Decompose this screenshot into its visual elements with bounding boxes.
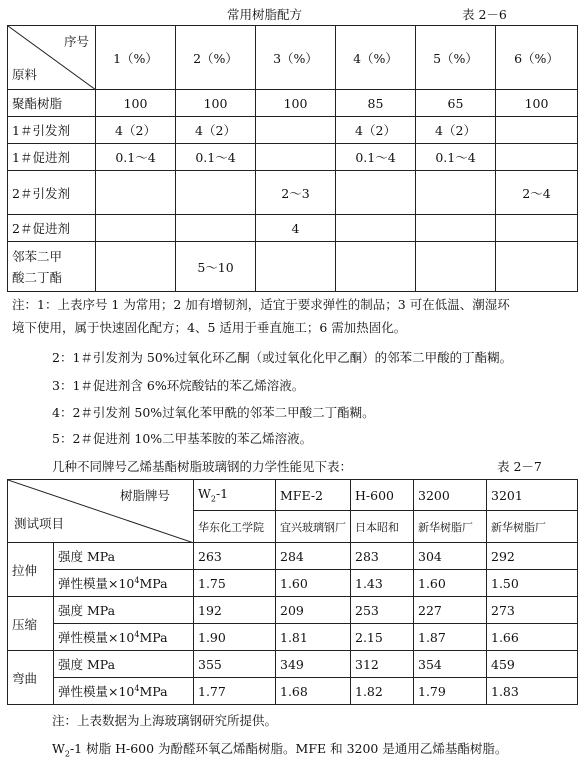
- table-row: [8, 597, 578, 624]
- cell: 4（2）: [416, 117, 496, 144]
- property-label: 强度 MPa: [54, 651, 194, 678]
- table-row: [8, 543, 578, 570]
- row-label: 1＃促进剂: [8, 144, 96, 171]
- cell: [96, 171, 176, 215]
- note-3: 3：1＃促进剂含 6%环烷酸钴的苯乙烯溶液。: [52, 378, 305, 393]
- col-header: 2（%）: [176, 26, 256, 90]
- table-row: [8, 171, 578, 215]
- cell: 2～4: [496, 171, 578, 215]
- table-row: [8, 117, 578, 144]
- brand-name: $W_2-1$: [194, 480, 276, 511]
- table-row: [8, 678, 578, 705]
- table-row: [8, 242, 578, 292]
- cell: 1.68: [276, 678, 351, 705]
- brand-name: H-600: [351, 480, 414, 511]
- cell: 355: [194, 651, 276, 678]
- property-label: 弹性模量$\times 10^4MPa$: [54, 570, 194, 597]
- brand-name: MFE-2: [276, 480, 351, 511]
- cell: 100: [96, 90, 176, 117]
- row-label: 2＃引发剂: [8, 171, 96, 215]
- brand-maker: 宜兴玻璃钢厂: [276, 511, 351, 543]
- property-label: 弹性模量$\times 10^4MPa$: [54, 678, 194, 705]
- cell: 284: [276, 543, 351, 570]
- row-label: 1＃引发剂: [8, 117, 96, 144]
- header-bottom-label: 原料: [12, 67, 38, 82]
- cell: 1.60: [276, 570, 351, 597]
- cell: 100: [496, 90, 578, 117]
- cell: [96, 242, 176, 292]
- property-label: 强度 MPa: [54, 597, 194, 624]
- row-label: 2＃促进剂: [8, 215, 96, 242]
- cell: 1.90: [194, 624, 276, 651]
- cell: 227: [414, 597, 487, 624]
- row-label-line: 邻苯二甲: [12, 248, 63, 264]
- note-1b: 境下使用，属于快速固化配方；4、5 适用于垂直施工；6 需加热固化。: [12, 320, 407, 335]
- cell: 0.1～4: [96, 144, 176, 171]
- note-2: 2：1＃引发剂为 50%过氧化环乙酮（或过氧化化甲乙酮）的邻苯二甲酸的丁酯糊。: [52, 350, 513, 365]
- mechanical-properties-table: [7, 479, 578, 705]
- row-label: [8, 242, 96, 292]
- cell: 1.82: [351, 678, 414, 705]
- cell: 4（2）: [176, 117, 256, 144]
- cell: 1.81: [276, 624, 351, 651]
- header-top-label: 树脂牌号: [120, 488, 171, 503]
- table-row: [8, 144, 578, 171]
- cell: 2～3: [256, 171, 336, 215]
- header-top-label: 序号: [63, 34, 89, 49]
- cell: 209: [276, 597, 351, 624]
- cell: 4（2）: [336, 117, 416, 144]
- cell: [496, 242, 578, 292]
- col-header: 5（%）: [416, 26, 496, 90]
- cell: 100: [256, 90, 336, 117]
- cell: [496, 215, 578, 242]
- note-5: 5：2＃促进剂 10%二甲基苯胺的苯乙烯溶液。: [52, 431, 313, 446]
- col-header: 3（%）: [256, 26, 336, 90]
- cell: [176, 215, 256, 242]
- table-row: [8, 651, 578, 678]
- cell: 1.60: [414, 570, 487, 597]
- cell: 273: [487, 597, 578, 624]
- test-group-label: 拉伸: [8, 543, 54, 597]
- brand-maker: 日本昭和: [351, 511, 414, 543]
- cell: 312: [351, 651, 414, 678]
- table2-label: 表 2－7: [497, 459, 542, 474]
- brand-name: 3201: [487, 480, 578, 511]
- brand-maker: 华东化工学院: [194, 511, 276, 543]
- cell: 1.77: [194, 678, 276, 705]
- cell: [496, 117, 578, 144]
- cell: 65: [416, 90, 496, 117]
- table-row: [8, 215, 578, 242]
- cell: 1.75: [194, 570, 276, 597]
- cell: 1.87: [414, 624, 487, 651]
- note-1a: 注：1：上表序号 1 为常用；2 加有增韧剂，适宜于要求弹性的制品；3 可在低温、潮湿环: [12, 297, 510, 312]
- cell: [416, 215, 496, 242]
- header-diagonal-cell: [8, 26, 96, 90]
- cell: 253: [351, 597, 414, 624]
- property-label: 弹性模量$\times 10^4MPa$: [54, 624, 194, 651]
- cell: [336, 242, 416, 292]
- cell: 4: [256, 215, 336, 242]
- cell: 283: [351, 543, 414, 570]
- cell: 0.1～4: [176, 144, 256, 171]
- footer-note: 注：上表数据为上海玻璃钢研究所提供。: [52, 713, 278, 728]
- table2-intro: 几种不同牌号乙烯基酯树脂玻璃钢的力学性能见下表：: [52, 459, 353, 474]
- cell: 263: [194, 543, 276, 570]
- cell: 459: [487, 651, 578, 678]
- test-group-label: 压缩: [8, 597, 54, 651]
- table-row: [8, 570, 578, 597]
- cell: [176, 171, 256, 215]
- col-header: 1（%）: [96, 26, 176, 90]
- cell: 354: [414, 651, 487, 678]
- cell: [96, 215, 176, 242]
- col-header: 4（%）: [336, 26, 416, 90]
- cell: 304: [414, 543, 487, 570]
- cell: 0.1～4: [336, 144, 416, 171]
- brand-maker: 新华树脂厂: [414, 511, 487, 543]
- brand-name: 3200: [414, 480, 487, 511]
- cell: 100: [176, 90, 256, 117]
- footer-remark: $W_2-1$ 树脂 H-600 为酚醛环氧乙烯酯树脂。MFE 和 3200 是通用乙烯基酯树脂。: [52, 741, 508, 759]
- property-label: 强度 MPa: [54, 543, 194, 570]
- row-label: 聚酯树脂: [8, 90, 96, 117]
- header-diagonal-cell: [8, 480, 194, 543]
- cell: [256, 117, 336, 144]
- brand-maker: 新华树脂厂: [487, 511, 578, 543]
- cell: 349: [276, 651, 351, 678]
- cell: [256, 242, 336, 292]
- cell: 0.1～4: [416, 144, 496, 171]
- table-row: [8, 90, 578, 117]
- cell: [336, 215, 416, 242]
- cell: [336, 171, 416, 215]
- table-row: [8, 624, 578, 651]
- cell: 1.79: [414, 678, 487, 705]
- col-header: 6（%）: [496, 26, 578, 90]
- cell: 4（2）: [96, 117, 176, 144]
- cell: 2.15: [351, 624, 414, 651]
- test-group-label: 弯曲: [8, 651, 54, 705]
- row-label-line: 酸二丁酯: [12, 269, 63, 285]
- cell: [496, 144, 578, 171]
- cell: [256, 144, 336, 171]
- cell: 292: [487, 543, 578, 570]
- cell: 85: [336, 90, 416, 117]
- cell: [416, 242, 496, 292]
- table1-title: 常用树脂配方: [227, 7, 303, 22]
- cell: 1.83: [487, 678, 578, 705]
- cell: 5～10: [176, 242, 256, 292]
- cell: 1.66: [487, 624, 578, 651]
- cell: 192: [194, 597, 276, 624]
- cell: [416, 171, 496, 215]
- note-4: 4：2＃引发剂 50%过氧化苯甲酰的邻苯二甲酸二丁酯糊。: [52, 405, 375, 420]
- table1-label: 表 2－6: [462, 7, 507, 22]
- header-bottom-label: 测试项目: [14, 516, 65, 531]
- cell: 1.43: [351, 570, 414, 597]
- cell: 1.50: [487, 570, 578, 597]
- formula-table: [7, 25, 578, 292]
